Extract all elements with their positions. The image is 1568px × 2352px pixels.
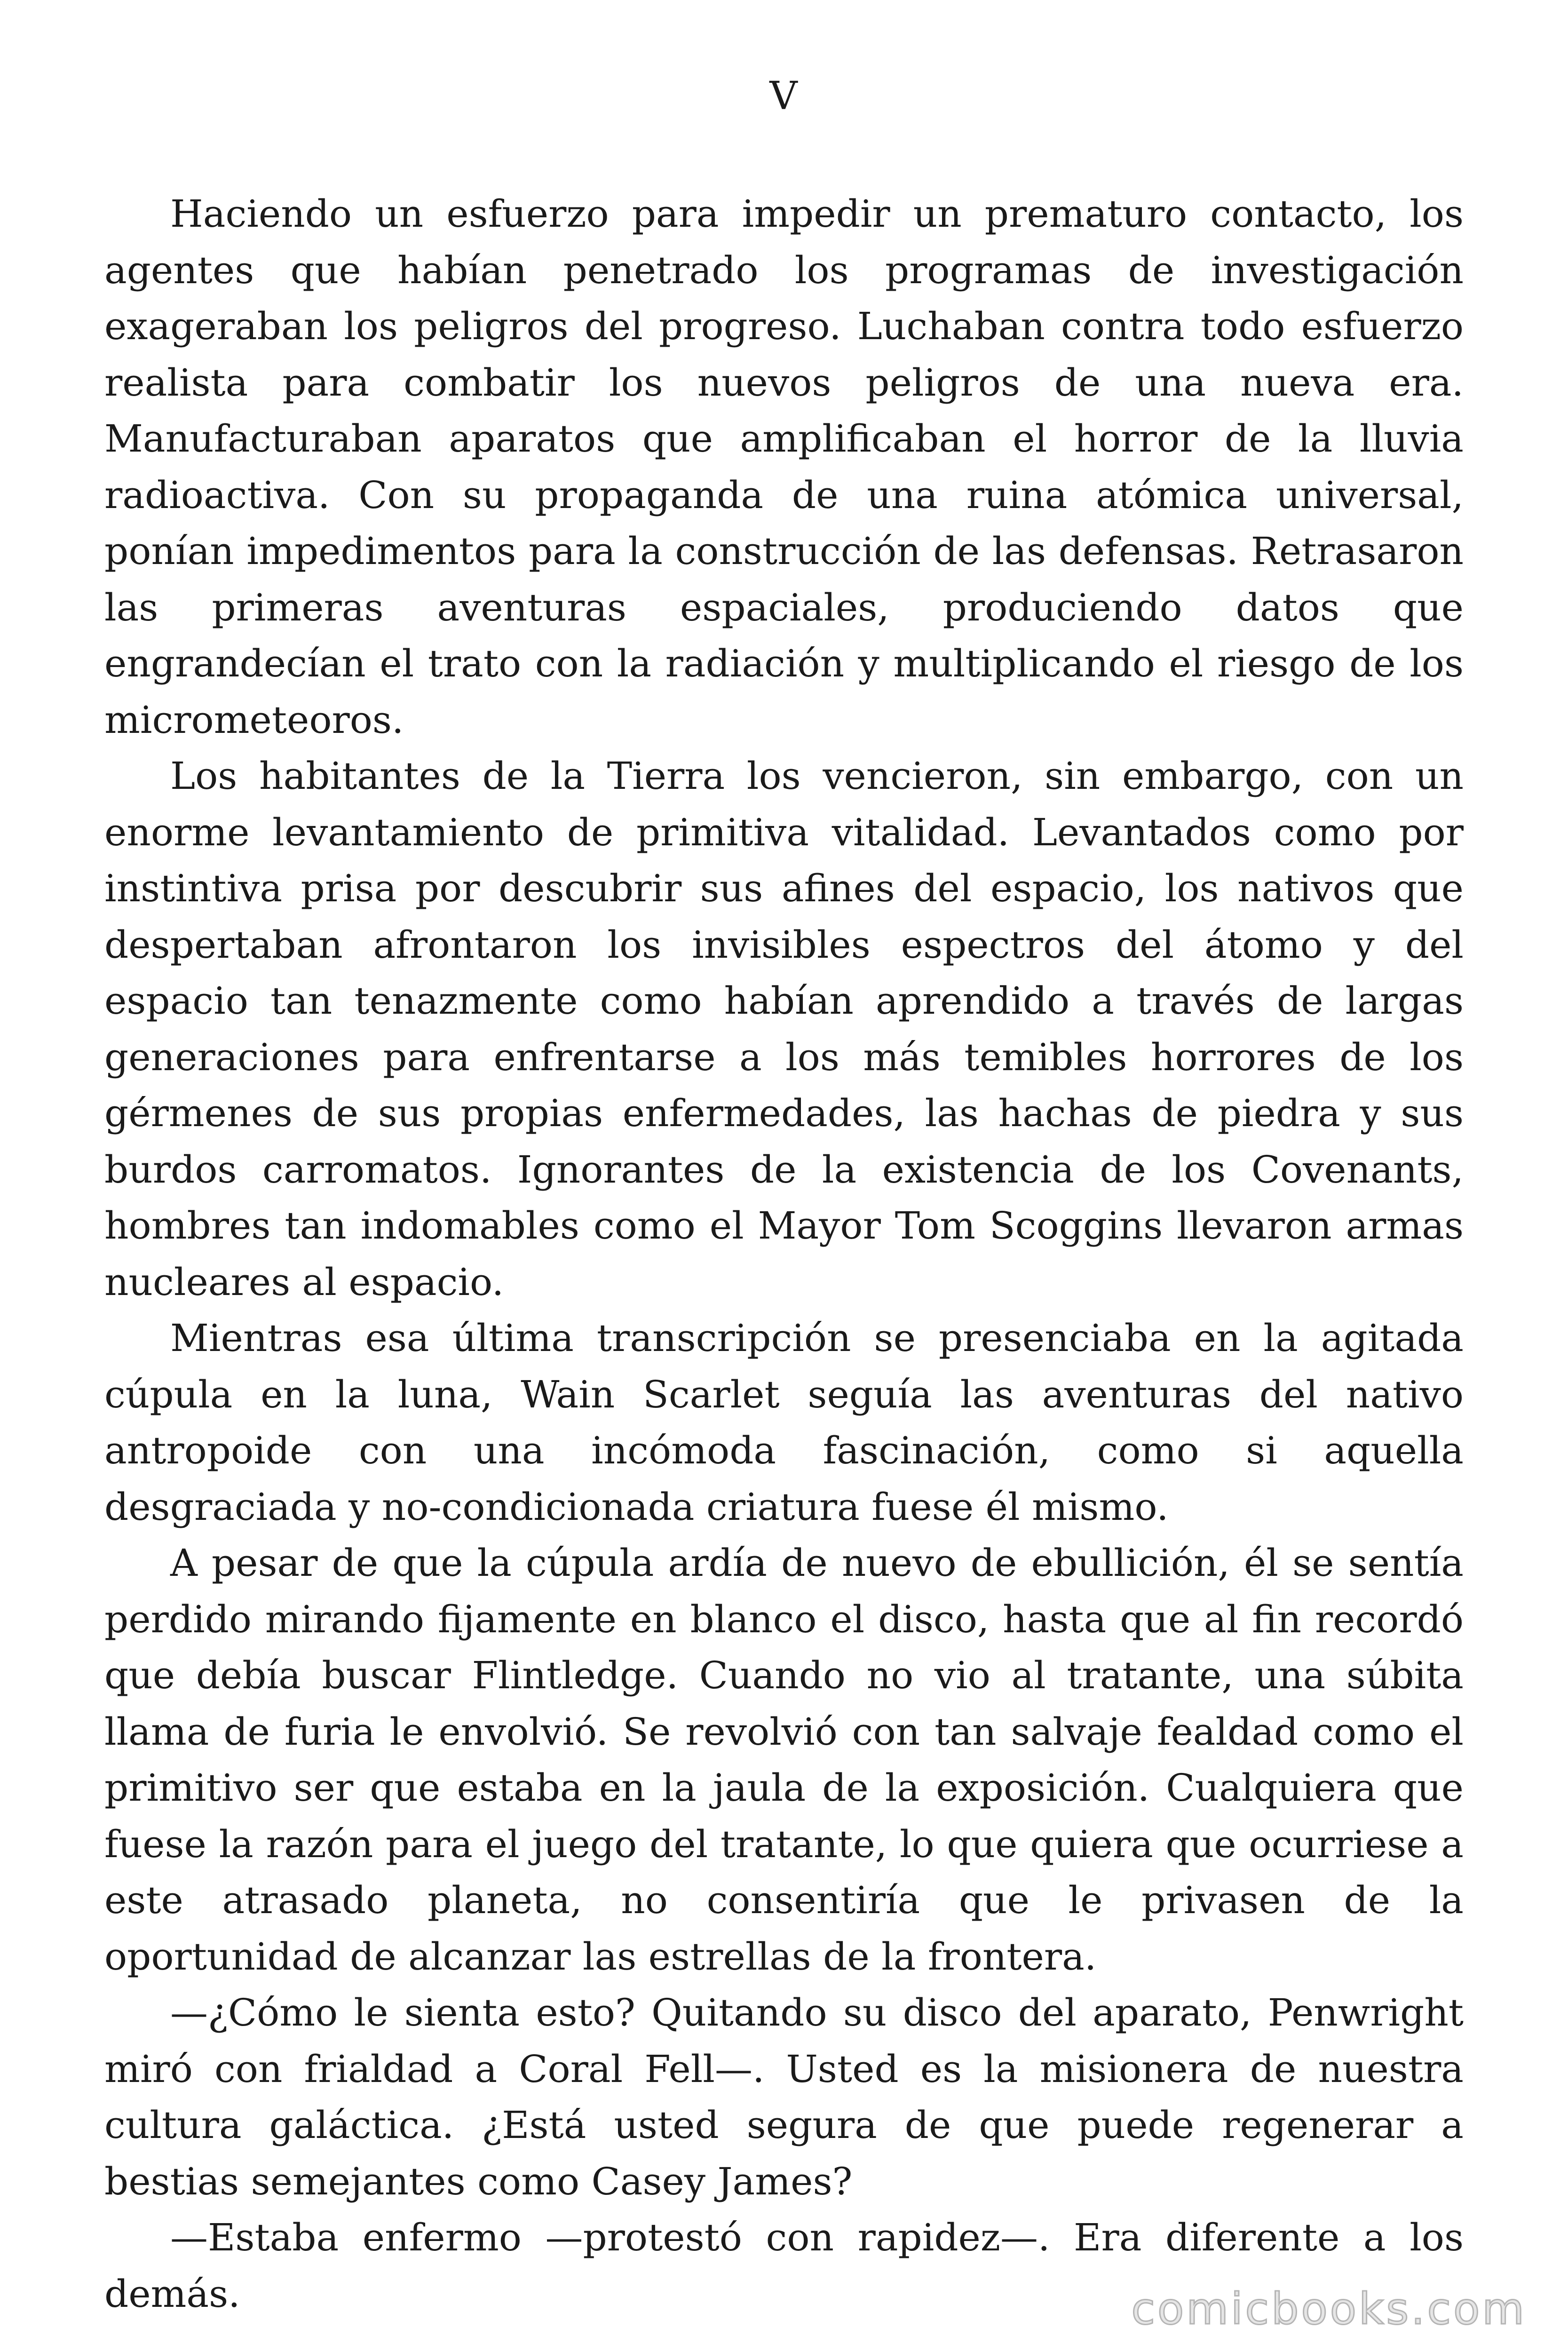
paragraph: Los habitantes de la Tierra los vencieron, sin embargo, con un enorme levantamiento de primitiva vitalidad. Levantados como por instintiva prisa por descubrir sus afines del espacio, los nativos que despertaban afrontaron los invisibles espectros del átomo y del espacio tan tenazmente como habían aprendido a través de largas generaciones para enfrentarse a los más temibles horrores de los gérmenes de sus propias enfermedades, las hachas de piedra y sus burdos carromatos. Ignorantes de la existencia de los Covenants, hombres tan indomables como el Mayor Tom Scoggins llevaron armas nucleares al espacio. [104,754,1464,1304]
paragraph: Mientras esa última transcripción se presenciaba en la agitada cúpula en la luna, Wain Scarlet seguía las aventuras del nativo antropoide con una incómoda fascinación, como si aquella desgraciada y no-condicionada criatura fuese él mismo. [104,1316,1464,1529]
body-text [104,186,1464,2322]
paragraph: Haciendo un esfuerzo para impedir un prematuro contacto, los agentes que habían penetrado los programas de investigación exageraban los peligros del progreso. Luchaban contra todo esfuerzo realista para combatir los nuevos peligros de una nueva era. Manufacturaban aparatos que amplificaban el horror de la lluvia radioactiva. Con su propaganda de una ruina atómica universal, ponían impedimentos para la construcción de las defensas. Retrasaron las primeras aventuras espaciales, produciendo datos que engrandecían el trato con la radiación y multiplicando el riesgo de los micrometeoros. [104,192,1464,742]
chapter-heading: V [769,74,799,119]
paragraph: A pesar de que la cúpula ardía de nuevo de ebullición, él se sentía perdido mirando fijamente en blanco el disco, hasta que al fin recordó que debía buscar Flintledge. Cuando no vio al tratante, una súbita llama de furia le envolvió. Se revolvió con tan salvaje fealdad como el primitivo ser que estaba en la jaula de la exposición. Cualquiera que fuese la razón para el juego del tratante, lo que quiera que ocurriese a este atrasado planeta, no consentiría que le privasen de la oportunidad de alcanzar las estrellas de la frontera. [104,1541,1464,1979]
paragraph: —¿Cómo le sienta esto? Quitando su disco del aparato, Penwright miró con frialdad a Coral Fell—. Usted es la misionera de nuestra cultura galáctica. ¿Está usted segura de que puede regenerar a bestias semejantes como Casey James? [104,1991,1464,2203]
paragraph: —Estaba enfermo —protestó con rapidez—. Era diferente a los demás. [104,2216,1464,2316]
watermark: comicbooks.com [1131,2284,1527,2334]
